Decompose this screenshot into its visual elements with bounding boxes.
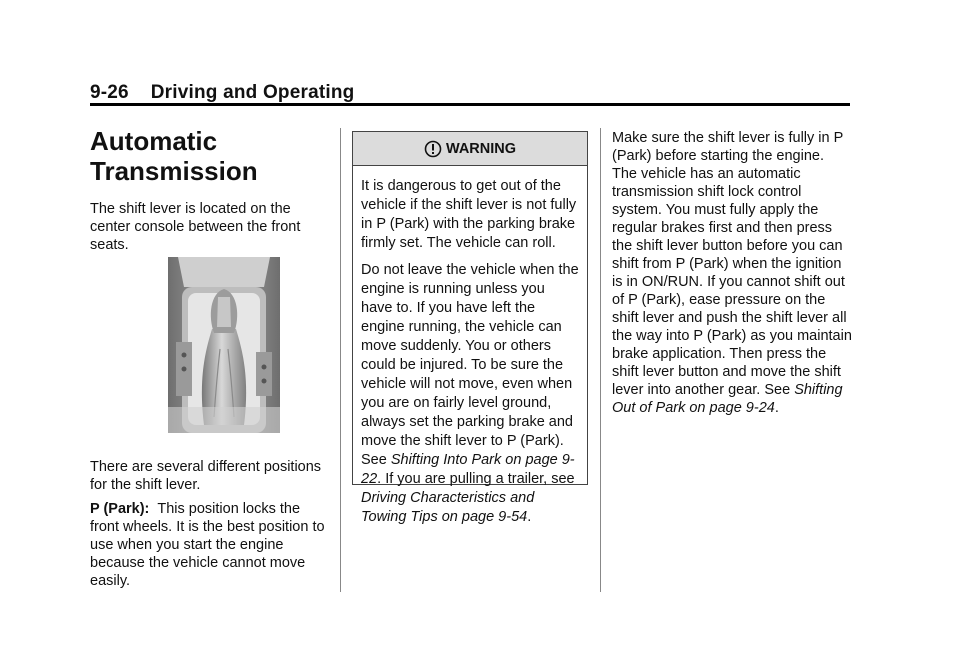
column-divider-2	[600, 128, 601, 592]
title-line-2: Transmission	[90, 156, 258, 186]
column-divider-1	[340, 128, 341, 592]
warning-text-c: .	[527, 509, 532, 525]
intro-paragraph: The shift lever is located on the center console between the front seats.	[90, 201, 301, 253]
park-text: This position locks the front wheels. It is the best position to use when you start the engine because the vehicle cannot move easily.	[90, 501, 325, 589]
warning-text-a: Do not leave the vehicle when the engine is running unless you have to. If you have left the engine running, the vehicle can move suddenly. You or others could be injured. To be sure the vehicle will not move, even when you are on fairly level ground, always set the parking brake and move the shift lever to P (Park). See	[361, 262, 579, 468]
section-title: Driving and Operating	[150, 82, 355, 103]
warning-paragraph-1: It is dangerous to get out of the vehicle if the shift lever is not fully in P (Park) with the parking brake firmly set. The vehicle can roll.	[361, 178, 577, 251]
warning-body	[353, 166, 587, 527]
header-rule	[90, 103, 850, 106]
park-paragraph	[90, 500, 330, 590]
link-shifting-into-park[interactable]: Shifting Into Park on page 9-22	[361, 452, 575, 487]
warning-text-b: . If you are pulling a trailer, see	[377, 471, 575, 487]
shift-lever-illustration	[168, 257, 280, 433]
link-driving-characteristics[interactable]: Driving Characteristics and Towing Tips on page 9-54	[361, 490, 535, 525]
warning-box	[352, 131, 588, 525]
warning-paragraph-2	[361, 261, 579, 527]
page-title	[90, 126, 330, 186]
warning-header	[353, 132, 587, 166]
column-right	[612, 129, 852, 423]
shift-lock-text: Make sure the shift lever is fully in P (Park) before starting the engine. The vehicle has an automatic transmission shift lock control system. You must fully apply the regular brakes first and then press the shift lever button before you can shift from P (Park) when the ignition is in ON/RUN. If you cannot shift out of P (Park), ease pressure on the shift lever and push the shift lever all the way into P (Park) as you maintain brake application. Then press the shift lever button and move the shift lever into another gear. See	[612, 130, 852, 398]
warning-title: WARNING	[445, 140, 517, 157]
page-number: 9-26	[90, 82, 129, 103]
positions-paragraph: There are several different positions for the shift lever.	[90, 459, 322, 493]
warning-icon	[424, 140, 442, 158]
shift-lock-paragraph	[612, 129, 852, 417]
link-shifting-out-of-park[interactable]: Shifting Out of Park on page 9-24	[612, 382, 843, 416]
shift-lock-text-end: .	[774, 400, 779, 416]
page-header	[90, 82, 354, 104]
park-label: P (Park):	[90, 501, 150, 517]
title-line-1: Automatic	[90, 126, 218, 156]
